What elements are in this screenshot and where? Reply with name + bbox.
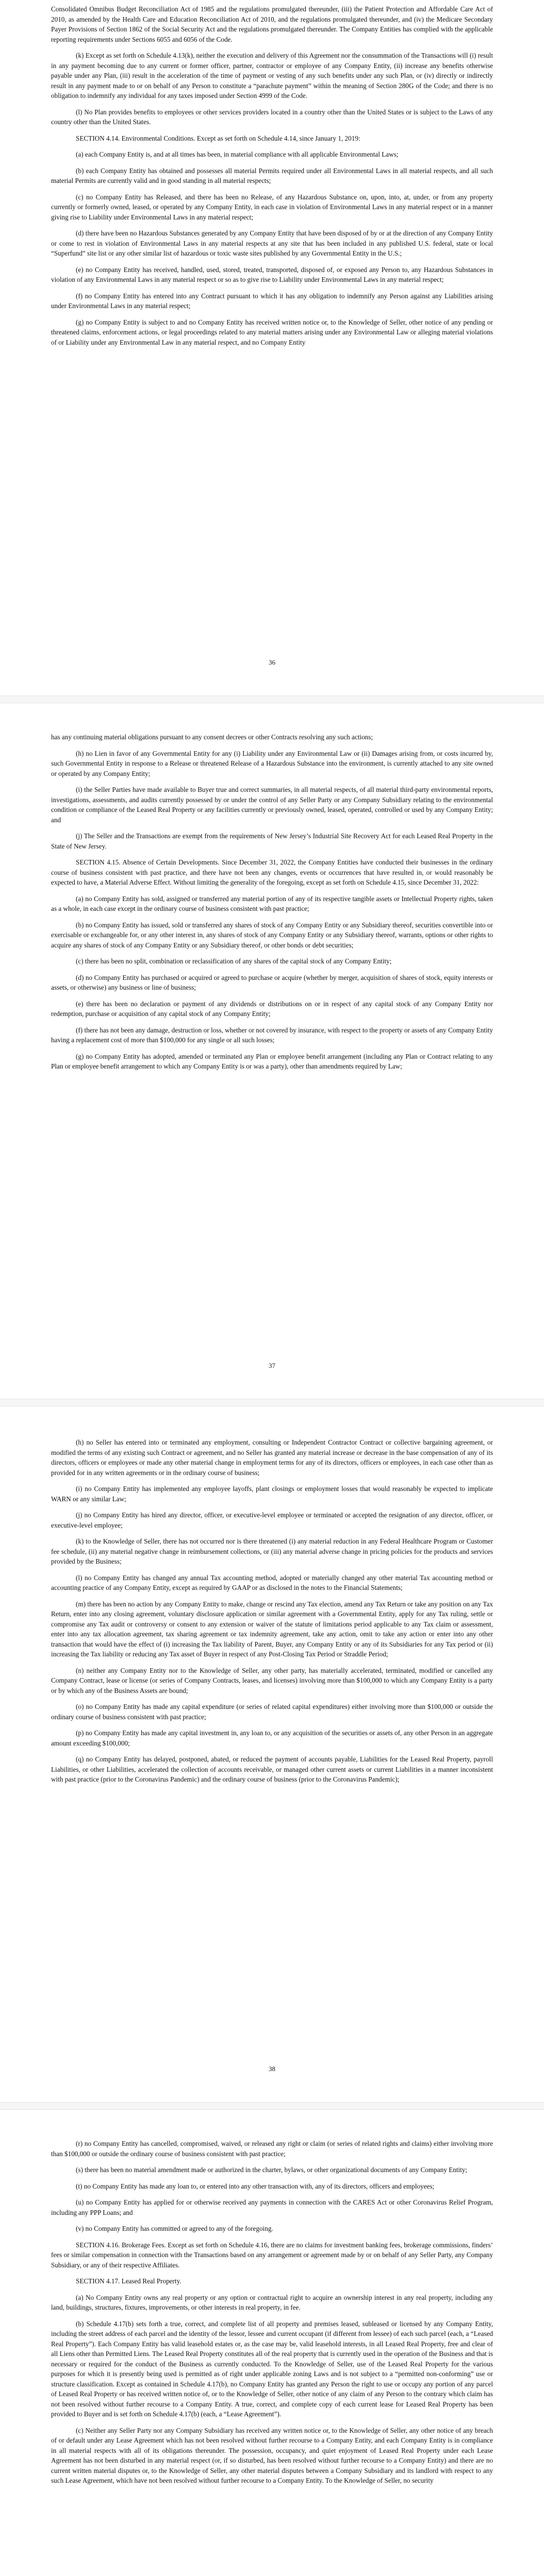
paragraph: has any continuing material obligations pursuant to any consent decrees or other Contracts resolving any such actions; [51,733,373,741]
paragraph: (a) no Company Entity has sold, assigned or transferred any material portion of any of its respective tangible assets or Intellectual Property rights, taken as a whole, in each case except in the ordinary course of business consistent with past practice; [51,894,493,912]
page-number: 37 [269,1362,275,1369]
paragraph: (l) No Plan provides benefits to employees or other services providers located in a country other than the United States or is subject to the Laws of any country other than the United States. [51,108,493,126]
paragraph: (g) no Company Entity has adopted, amended or terminated any Plan or employee benefit arrangement (including any Plan or Contract relating to any Plan or employee benefit arrangement to which any Company Entity is or was a party), other than amendments required by Law; [51,1052,493,1070]
paragraph: (l) no Company Entity has changed any annual Tax accounting method, adopted or materially changed any other material Tax accounting method or accounting practice of any Company Entity, except as required by GAAP or as disclosed in the notes to the Financial Statements; [51,1573,493,1591]
paragraph: (h) no Seller has entered into or terminated any employment, consulting or Independent Contractor Contract or collective bargaining agreement, or modified the terms of any existing such Contract or agreement, and no Seller has granted any material increase or decrease in the base compensation of any of its directors, officers or employees or made any other material change in employment terms for any of its directors, officers or employees, in each case other than as provided for in any written agreements or in the ordinary course of business; [51,1438,493,1477]
page-number: 38 [269,2065,275,2073]
paragraph: (c) no Company Entity has Released, and there has been no Release, of any Hazardous Substance on, upon, into, at, under, or from any property currently or formerly owned, leased, or operated by any Company Entity, in each case in violation of Environmental Laws in any material respect or in a manner giving rise to Liability under Environmental Laws in any material respect; [51,193,493,221]
section-heading-4-14: SECTION 4.14. Environmental Conditions. Except as set forth on Schedule 4.14, since January 1, 2019: [76,134,360,142]
paragraph: (m) there has been no action by any Company Entity to make, change or rescind any Tax election, amend any Tax Return or take any position on any Tax Return, enter into any closing agreement, voluntary disclosure application or similar agreement with a Governmental Entity, apply for any Tax ruling, settle or compromise any Tax audit or controversy or consent to any extension or waiver of the statute of limitations period applicable to any Tax claim or assessment, enter into any tax allocation agreement, tax sharing agreement or tax indemnity agreement, take any action, omit to take any action or enter into any other transaction that would have the effect of (i) increasing the Tax liability of Parent, Buyer, any Company Entity or any of its Subsidiaries for any Tax period or (ii) increasing the Tax liability or reducing any Tax asset of Buyer in respect of any Post-Closing Tax Period or Straddle Period; [51,1600,493,1658]
paragraph: (d) there have been no Hazardous Substances generated by any Company Entity that have been disposed of by or at the direction of any Company Entity or come to rest in violation of Environmental Laws in any material respects at any site that has been included in any published U.S. federal, state or local “Superfund” site list or any other similar list of hazardous or toxic waste sites published by any Governmental Entity in the U.S.; [51,229,493,257]
document-page-36 [0,0,544,696]
paragraph: (i) the Seller Parties have made available to Buyer true and correct summaries, in all material respects, of all material third-party environmental reports, investigations, assessments, and audits currently possessed by or under the control of any Seller Party or any Company Subsidiary relating to the environmental condition or compliance of the Leased Real Property or any facilities currently or previously owned, leased, operated, controlled or used by any Company Entity; and [51,786,493,824]
paragraph: (d) no Company Entity has purchased or acquired or agreed to purchase or acquire (whether by merger, acquisition of shares of stock, equity interests or assets, or otherwise) any business or line of business; [51,973,493,991]
section-heading-4-16: SECTION 4.16. Brokerage Fees. Except as set forth on Schedule 4.16, there are no claims for investment banking fees, brokerage commissions, finders’ fees or similar compensation in connection with the Transactions based on any arrangement or agreement made by or on behalf of any Seller Party, any Company Subsidiary, or any of their respective Affiliates. [51,2241,493,2269]
page-number: 36 [269,658,275,666]
paragraph: (o) no Company Entity has made any capital expenditure (or series of related capital expenditures) either involving more than $100,000 or outside the ordinary course of business consistent with past practice; [51,1703,493,1721]
section-heading-4-17: SECTION 4.17. Leased Real Property. [76,2277,182,2285]
paragraph: (s) there has been no material amendment made or authorized in the charter, bylaws, or other organizational documents of any Company Entity; [76,2166,468,2174]
document-page-37 [0,703,544,1399]
paragraph: (p) no Company Entity has made any capital investment in, any loan to, or any acquisition of the securities or assets of, any other Person in an aggregate amount exceeding $100,000; [51,1729,493,1747]
paragraph: (b) no Company Entity has issued, sold or transferred any shares of stock of any Company Entity or any Subsidiary thereof, securities convertible into or exercisable or exchangeable for, or any other interest in, any shares of stock of any Company Entity or any Subsidiary thereof, warrants, options or other rights to acquire any shares of stock of any Company Entity or any Subsidiary thereof, or other bonds or debt securities; [51,921,493,949]
paragraph: (n) neither any Company Entity nor to the Knowledge of Seller, any other party, has materially accelerated, terminated, modified or cancelled any Company Contract, lease or license (or series of Company Contracts, leases, and licenses) involving more than $100,000 to which any Company Entity is a party or by which any of the Business Assets are bound; [51,1666,493,1694]
paragraph: (e) there has been no declaration or payment of any dividends or distributions on or in respect of any capital stock of any Company Entity nor redemption, purchase or acquisition of any capital stock of any Company Entity; [51,999,493,1018]
document-page-39 [0,2110,544,2576]
paragraph: (b) each Company Entity has obtained and possesses all material Permits required under all Environmental Laws in all material respects, and all such material Permits are currently valid and in good standing in all material respects; [51,166,493,184]
paragraph: Consolidated Omnibus Budget Reconciliation Act of 1985 and the regulations promulgated thereunder, (iii) the Patient Protection and Affordable Care Act of 2010, as amended by the Health Care and Education Reconciliation Act of 2010, and the regulations promulgated thereunder, and (iv) the Medicare Secondary Payer Provisions of Section 1862 of the Social Security Act and the regulations promulgated thereunder. The Company Entities has complied with the applicable reporting requirements under Sections 6055 and 6056 of the Code. [51,5,493,43]
document-page-38 [0,1406,544,2102]
paragraph: (i) no Company Entity has implemented any employee layoffs, plant closings or employment losses that would reasonably be expected to implicate WARN or any similar Law; [51,1485,493,1503]
paragraph: (q) no Company Entity has delayed, postponed, abated, or reduced the payment of accounts payable, Liabilities for the Leased Real Property, payroll Liabilities, or other Liabilities, accelerated the collection of accounts receivable, or managed other current assets or current Liabilities in a manner inconsistent with past practice (prior to the Coronavirus Pandemic) and the ordinary course of business (prior to the Coronavirus Pandemic); [51,1755,493,1783]
paragraph: (j) The Seller and the Transactions are exempt from the requirements of New Jersey’s Industrial Site Recovery Act for each Leased Real Property in the State of New Jersey. [51,832,493,850]
paragraph: (r) no Company Entity has cancelled, compromised, waived, or released any right or claim (or series of related rights and claims) either involving more than $100,000 or outside the ordinary course of business consistent with past practice; [51,2140,493,2158]
paragraph: (k) to the Knowledge of Seller, there has not occurred nor is there threatened (i) any material reduction in any Federal Healthcare Program or Customer fee schedule, (ii) any material negative change in reimbursement collections, or (iii) any material adverse change in pricing policies for the products and services provided by the Business; [51,1537,493,1565]
paragraph: (u) no Company Entity has applied for or otherwise received any payments in connection with the CARES Act or other Coronavirus Relief Program, including any PPP Loans; and [51,2198,493,2216]
paragraph: (f) no Company Entity has entered into any Contract pursuant to which it has any obligation to indemnify any Person against any Liabilities arising under Environmental Laws in any material respect; [51,292,493,310]
paragraph: (k) Except as set forth on Schedule 4.13(k), neither the execution and delivery of this Agreement nor the consummation of the Transactions will (i) result in any payment becoming due to any current or former officer, partner, contractor or employee of any Company Entity, (ii) increase any benefits otherwise payable under any Plan, (iii) result in the acceleration of the time of payment or vesting of any such benefits under any such Plan, or (iv) directly or indirectly result in any payment made to or on behalf of any Person to constitute a “parachute payment” within the meaning of Section 280G of the Code; and there is no obligation to indemnify any individual for any taxes imposed under Section 4999 of the Code. [51,52,493,99]
paragraph: (a) No Company Entity owns any real property or any option or contractual right to acquire an ownership interest in any real property, including any land, buildings, structures, fixtures, improvements, or other interests in real property, in fee. [51,2293,493,2311]
paragraph: (c) Neither any Seller Party nor any Company Subsidiary has received any written notice or, to the Knowledge of Seller, any other notice of any breach of or default under any Lease Agreement which has not been resolved without further recourse to a Company Entity, and each Company Entity is in compliance in all material respects with all of its obligations thereunder. The possession, occupancy, and quiet enjoyment of Leased Real Property under each Lease Agreement has not been disturbed in any material respect (or, if so disturbed, has been resolved without further recourse to a Company Entity) and there are no current written material disputes or, to the Knowledge of Seller, any other material disputes between a Company Subsidiary and its landlord with respect to any such Lease Agreement, which have not been resolved without further recourse to a Company Entity. To the Knowledge of Seller, no security [51,2426,493,2484]
page-37-body [51,732,493,1078]
paragraph: (a) each Company Entity is, and at all times has been, in material compliance with all applicable Environmental Laws; [76,150,399,158]
section-heading-4-15: SECTION 4.15. Absence of Certain Developments. Since December 31, 2022, the Company Entities have conducted their businesses in the ordinary course of business consistent with past practice, and there have not been any changes, events or occurrences that have resulted in, or would reasonably be expected to have, a Material Adverse Effect. Without limiting the generality of the foregoing, except as set forth on Schedule 4.15, since December 31, 2022: [51,858,493,886]
paragraph: (v) no Company Entity has committed or agreed to any of the foregoing. [76,2225,273,2232]
paragraph: (t) no Company Entity has made any loan to, or entered into any other transaction with, any of its directors, officers and employees; [76,2182,435,2190]
paragraph: (g) no Company Entity is subject to and no Company Entity has received written notice or, to the Knowledge of Seller, other notice of any pending or threatened claims, enforcement actions, or legal proceedings related to any material matters arising under any Environmental Law or alleging material violations of or Liability under any Environmental Law in any material respect, and no Company Entity [51,318,493,346]
page-36-body [51,4,493,353]
page-38-body [51,1437,493,1791]
paragraph: (e) no Company Entity has received, handled, used, stored, treated, transported, disposed of, or exposed any Person to, any Hazardous Substances in violation of any Environmental Laws in any material respect or so as to give rise to Liability under Environmental Laws in any material respect; [51,265,493,283]
paragraph: (j) no Company Entity has hired any director, officer, or executive-level employee or terminated or accepted the resignation of any director, officer, or executive-level employee; [51,1511,493,1529]
page-39-body [51,2139,493,2492]
paragraph: (f) there has not been any damage, destruction or loss, whether or not covered by insurance, with respect to the property or assets of any Company Entity having a replacement cost of more than $100,000 for any single or all such losses; [51,1026,493,1044]
paragraph: (c) there has been no split, combination or reclassification of any shares of the capital stock of any Company Entity; [76,957,392,965]
paragraph: (b) Schedule 4.17(b) sets forth a true, correct, and complete list of all property and premises leased, subleased or licensed by any Company Entity, including the street address of each parcel and the identity of the lessor, lessee and current occupant (if different from lessee) of each such parcel (each, a “Leased Real Property”). Each Company Entity has valid leasehold estates or, as the case may be, valid leasehold interests, in all Leased Real Property, free and clear of all Liens other than Permitted Liens. The Leased Real Property constitutes all of the real property that is currently used in the operation of the Business and that is necessary or required for the conduct of the Business as currently conducted. To the Knowledge of Seller, use of the Leased Real Property for the various purposes for which it is presently being used is permitted as of right under applicable zoning Laws and is not subject to a “permitted non-conforming” use or structure classification. Except as contained in Schedule 4.17(b), no Company Entity has granted any Person the right to use or occupy any portion of any parcel of Leased Real Property or has received written notice of, or to the Knowledge of Seller, other notice of any claim of any Person to the contrary which claim has not been resolved without further recourse to a Company Entity. A true, correct, and complete copy of each current lease for Leased Real Property has been provided to Buyer and is set forth on Schedule 4.17(b) (each, a “Lease Agreement”). [51,2319,493,2418]
paragraph: (h) no Lien in favor of any Governmental Entity for any (i) Liability under any Environmental Law or (ii) Damages arising from, or costs incurred by, such Governmental Entity in response to a Release or threatened Release of a Hazardous Substance into the environment, is currently attached to any site owned or operated by any Company Entity; [51,749,493,777]
